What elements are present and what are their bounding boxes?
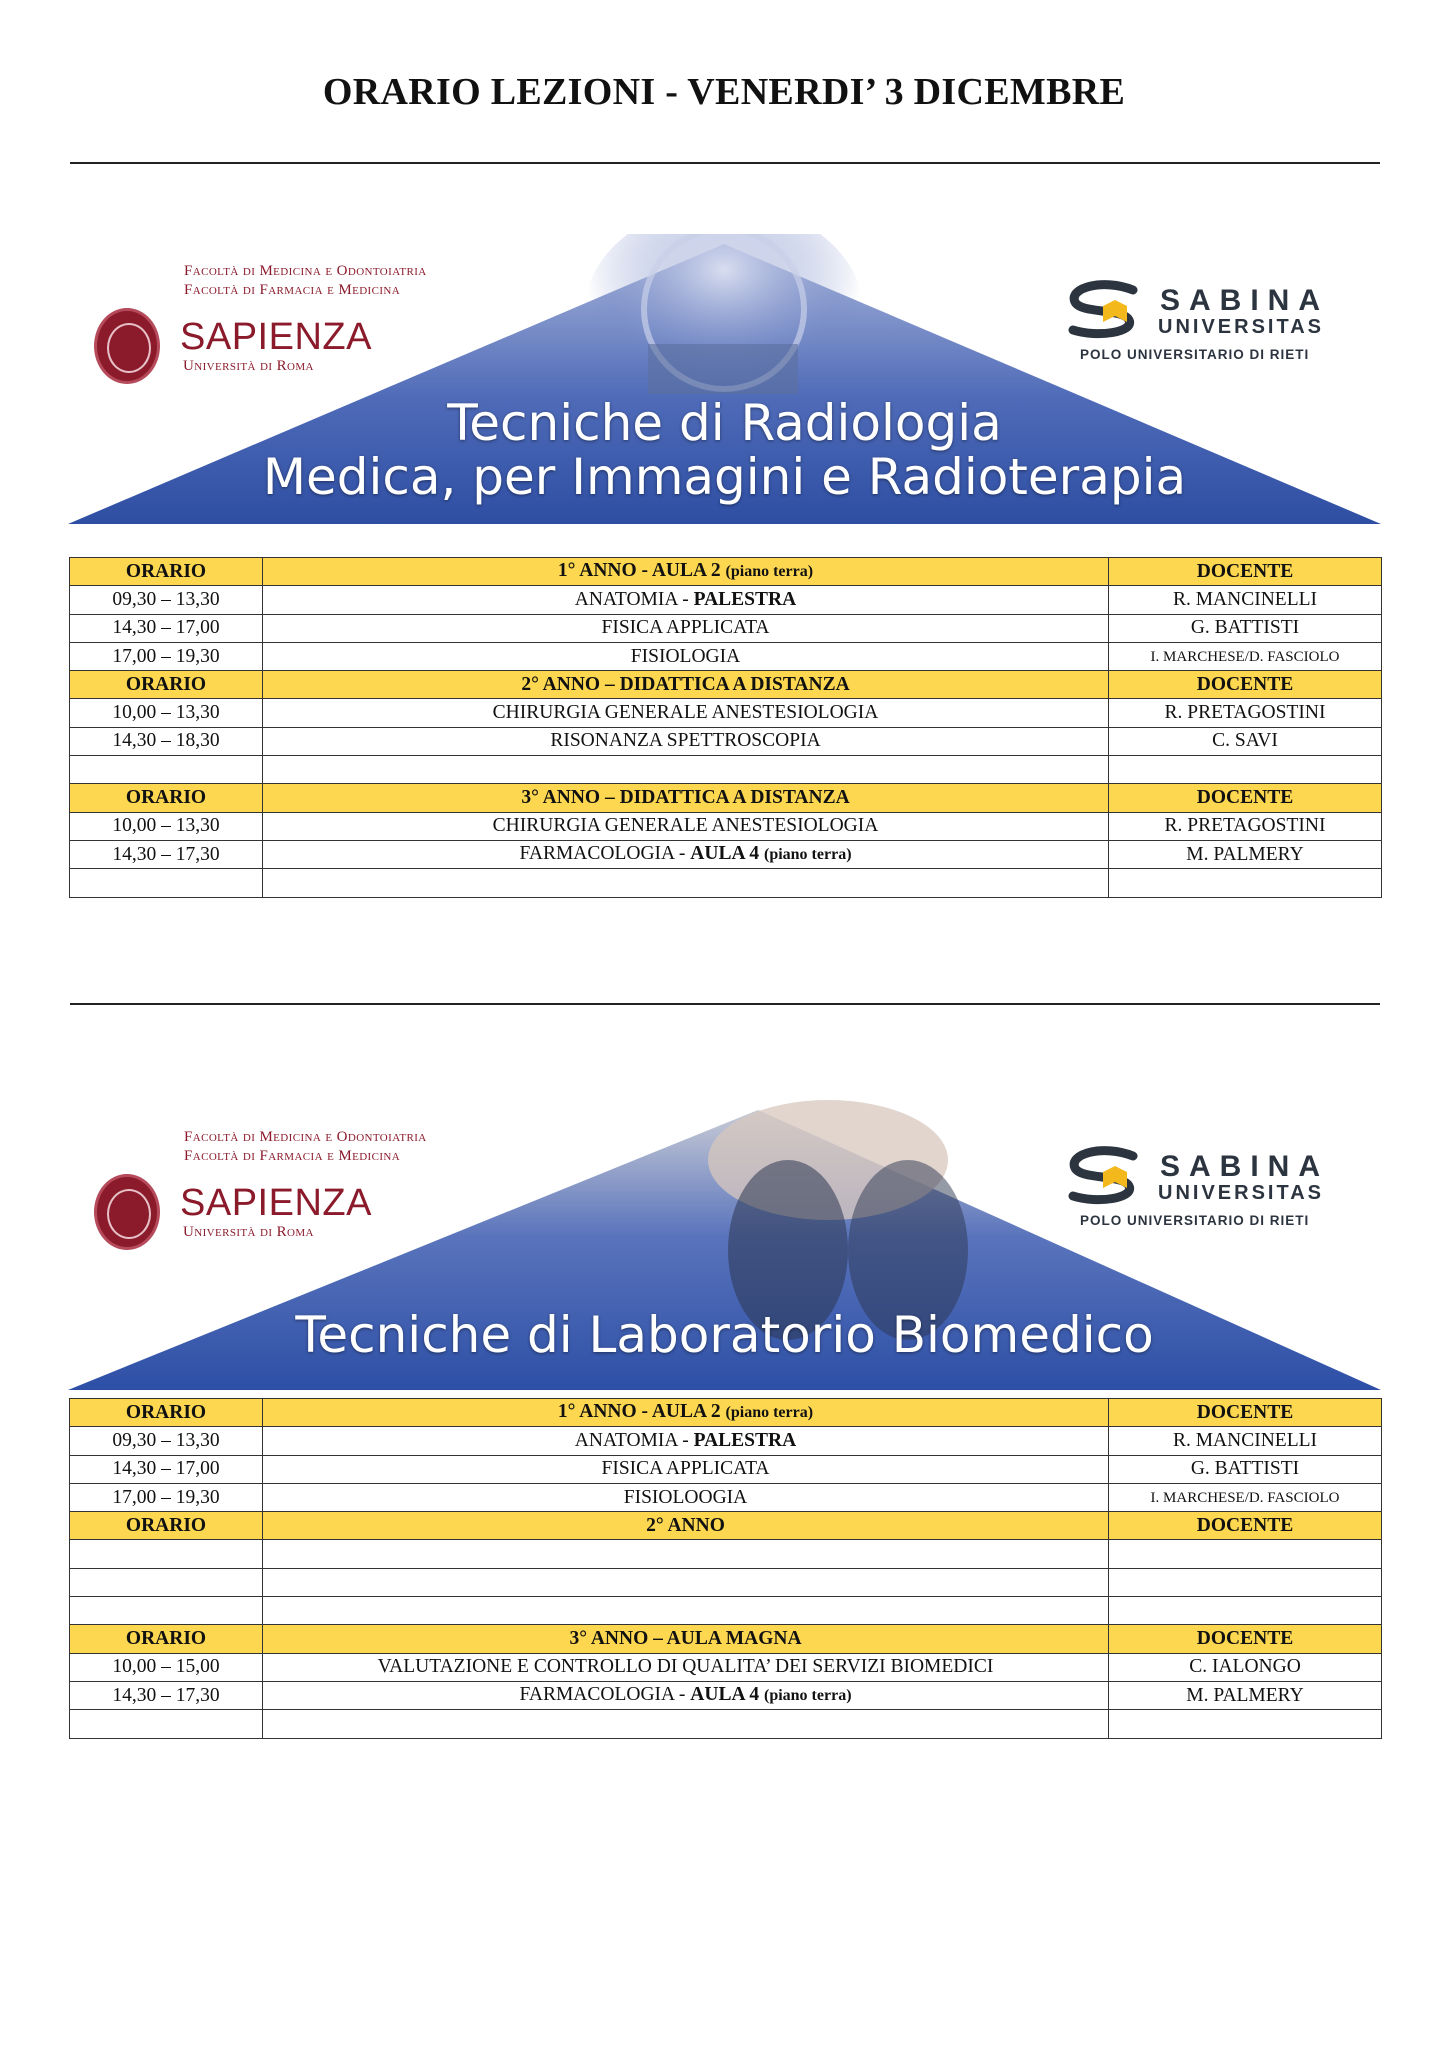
cell-time: ORARIO (70, 784, 263, 812)
cell-subject (263, 869, 1109, 897)
table-row (70, 1710, 1382, 1738)
subject-note: (piano terra) (763, 846, 852, 864)
cell-time: ORARIO (70, 1512, 263, 1540)
cell-time: 09,30 – 13,30 (70, 586, 263, 614)
sabina-logo-subtitle: UNIVERSITAS (1158, 1182, 1324, 1204)
subject-note: (piano terra) (725, 1404, 814, 1422)
cell-time: ORARIO (70, 558, 263, 586)
cell-time: 10,00 – 15,00 (70, 1653, 263, 1681)
cell-time: 09,30 – 13,30 (70, 1427, 263, 1455)
cell-teacher: DOCENTE (1109, 784, 1382, 812)
cell-teacher: C. SAVI (1109, 727, 1382, 755)
subject-room: AULA 4 (690, 1684, 760, 1706)
cell-teacher: DOCENTE (1109, 1399, 1382, 1427)
cell-subject (263, 1540, 1109, 1568)
table-row (70, 1540, 1382, 1568)
cell-time (70, 756, 263, 784)
cell-time: 17,00 – 19,30 (70, 1483, 263, 1511)
cell-subject (263, 1653, 1109, 1681)
sabina-logo-icon (1063, 1146, 1153, 1206)
sabina-logo-subtitle: UNIVERSITAS (1158, 316, 1324, 338)
table-row (70, 586, 1382, 614)
cell-time (70, 869, 263, 897)
table-header-row (70, 1399, 1382, 1427)
cell-time (70, 1540, 263, 1568)
subject-text: ANATOMIA - (574, 588, 694, 610)
subject-text: 3° ANNO – DIDATTICA A DISTANZA (521, 787, 850, 809)
cell-teacher (1109, 1540, 1382, 1568)
course-title-line-1: Tecniche di Radiologia (447, 394, 1002, 452)
cell-subject (263, 727, 1109, 755)
faculty-names (184, 262, 427, 300)
sabina-logo-polo: POLO UNIVERSITARIO DI RIETI (1080, 347, 1310, 362)
cell-teacher: R. PRETAGOSTINI (1109, 812, 1382, 840)
cell-time: ORARIO (70, 671, 263, 699)
subject-text: RISONANZA SPETTROSCOPIA (550, 730, 821, 752)
schedule-table-radiologia (69, 557, 1382, 898)
sapienza-logo-subtitle: Università di Roma (183, 358, 314, 374)
cell-teacher: R. MANCINELLI (1109, 586, 1382, 614)
table-header-row (70, 671, 1382, 699)
table-row (70, 812, 1382, 840)
schedule-table-laboratorio (69, 1398, 1382, 1739)
faculty-names (184, 1128, 427, 1166)
cell-subject (263, 558, 1109, 586)
cell-subject (263, 1681, 1109, 1709)
cell-time: ORARIO (70, 1399, 263, 1427)
course-title (68, 396, 1381, 504)
course-banner-laboratorio (68, 1100, 1381, 1390)
cell-teacher (1109, 1597, 1382, 1625)
table-row (70, 642, 1382, 670)
subject-text: CHIRURGIA GENERALE ANESTESIOLOGIA (492, 702, 879, 724)
cell-time: 14,30 – 17,30 (70, 840, 263, 868)
sapienza-seal-icon (94, 1174, 160, 1250)
cell-subject (263, 756, 1109, 784)
cell-subject (263, 812, 1109, 840)
cell-subject (263, 699, 1109, 727)
faculty-line-1: Facoltà di Medicina e Odontoiatria (184, 263, 427, 279)
cell-teacher: DOCENTE (1109, 671, 1382, 699)
cell-time: ORARIO (70, 1625, 263, 1653)
cell-subject (263, 614, 1109, 642)
divider (70, 162, 1380, 164)
faculty-line-2: Facoltà di Farmacia e Medicina (184, 282, 401, 298)
cell-subject (263, 1597, 1109, 1625)
cell-time: 14,30 – 17,00 (70, 614, 263, 642)
cell-subject (263, 1455, 1109, 1483)
subject-room: AULA 4 (690, 843, 760, 865)
cell-subject (263, 1512, 1109, 1540)
cell-subject (263, 1625, 1109, 1653)
table-row (70, 869, 1382, 897)
table-row (70, 1483, 1382, 1511)
cell-subject (263, 642, 1109, 670)
faculty-line-2: Facoltà di Farmacia e Medicina (184, 1148, 401, 1164)
cell-teacher: I. MARCHESE/D. FASCIOLO (1109, 1483, 1382, 1511)
cell-teacher: M. PALMERY (1109, 1681, 1382, 1709)
cell-teacher (1109, 1710, 1382, 1738)
table-row (70, 840, 1382, 868)
sabina-logo-icon (1063, 280, 1153, 340)
table-row (70, 756, 1382, 784)
cell-teacher (1109, 1568, 1382, 1596)
cell-time: 14,30 – 17,30 (70, 1681, 263, 1709)
sapienza-logo-subtitle: Università di Roma (183, 1224, 314, 1240)
subject-text: CHIRURGIA GENERALE ANESTESIOLOGIA (492, 815, 879, 837)
cell-subject (263, 1399, 1109, 1427)
table-row (70, 727, 1382, 755)
subject-note: (piano terra) (725, 563, 814, 581)
cell-time: 10,00 – 13,30 (70, 699, 263, 727)
subject-text: FARMACOLOGIA - (519, 1684, 691, 1706)
cell-teacher: DOCENTE (1109, 558, 1382, 586)
table-row (70, 1653, 1382, 1681)
sabina-logo-polo: POLO UNIVERSITARIO DI RIETI (1080, 1213, 1310, 1228)
subject-text: FISICA APPLICATA (601, 617, 770, 639)
table-row (70, 699, 1382, 727)
subject-text: FARMACOLOGIA - (519, 843, 691, 865)
cell-subject (263, 1427, 1109, 1455)
table-header-row (70, 1625, 1382, 1653)
table-row (70, 1597, 1382, 1625)
subject-room: PALESTRA (693, 588, 797, 610)
subject-text: FISIOLOOGIA (623, 1486, 748, 1508)
cell-teacher: DOCENTE (1109, 1625, 1382, 1653)
cell-subject (263, 840, 1109, 868)
subject-text: 2° ANNO (646, 1514, 725, 1536)
cell-teacher: R. PRETAGOSTINI (1109, 699, 1382, 727)
cell-time: 14,30 – 17,00 (70, 1455, 263, 1483)
cell-teacher (1109, 756, 1382, 784)
subject-room: PALESTRA (693, 1429, 797, 1451)
subject-text: 1° ANNO - AULA 2 (557, 560, 721, 582)
page-title: ORARIO LEZIONI - VENERDI’ 3 DICEMBRE (322, 71, 1126, 113)
subject-note: (piano terra) (763, 1687, 852, 1705)
cell-teacher: G. BATTISTI (1109, 614, 1382, 642)
subject-text: 2° ANNO – DIDATTICA A DISTANZA (521, 673, 850, 695)
table-header-row (70, 558, 1382, 586)
table-row (70, 1427, 1382, 1455)
subject-text: 3° ANNO – AULA MAGNA (569, 1628, 802, 1650)
sabina-logo-name: SABINA (1160, 284, 1330, 317)
cell-subject (263, 671, 1109, 699)
sapienza-seal-icon (94, 308, 160, 384)
cell-time (70, 1568, 263, 1596)
cell-teacher: R. MANCINELLI (1109, 1427, 1382, 1455)
table-row (70, 1568, 1382, 1596)
cell-time (70, 1597, 263, 1625)
course-title-line-1: Tecniche di Laboratorio Biomedico (295, 1306, 1154, 1364)
cell-subject (263, 1710, 1109, 1738)
subject-text: FISIOLOGIA (630, 645, 741, 667)
table-row (70, 1681, 1382, 1709)
cell-subject (263, 784, 1109, 812)
cell-time: 10,00 – 13,30 (70, 812, 263, 840)
subject-text: ANATOMIA - (574, 1429, 694, 1451)
cell-teacher: I. MARCHESE/D. FASCIOLO (1109, 642, 1382, 670)
cell-subject (263, 586, 1109, 614)
cell-subject (263, 1483, 1109, 1511)
cell-subject (263, 1568, 1109, 1596)
table-header-row (70, 1512, 1382, 1540)
table-header-row (70, 784, 1382, 812)
course-title-line-2: Medica, per Immagini e Radioterapia (262, 448, 1187, 506)
course-title (68, 1308, 1381, 1362)
subject-text: FISICA APPLICATA (601, 1458, 770, 1480)
cell-teacher (1109, 869, 1382, 897)
cell-teacher: M. PALMERY (1109, 840, 1382, 868)
cell-time: 14,30 – 18,30 (70, 727, 263, 755)
sabina-logo-name: SABINA (1160, 1150, 1330, 1183)
cell-time (70, 1710, 263, 1738)
divider (70, 1003, 1380, 1005)
cell-teacher: G. BATTISTI (1109, 1455, 1382, 1483)
cell-teacher: C. IALONGO (1109, 1653, 1382, 1681)
table-row (70, 614, 1382, 642)
course-banner-radiologia (68, 234, 1381, 524)
subject-text: 1° ANNO - AULA 2 (557, 1401, 721, 1423)
sapienza-logo-name: SAPIENZA (180, 1182, 372, 1224)
sapienza-logo-name: SAPIENZA (180, 316, 372, 358)
cell-teacher: DOCENTE (1109, 1512, 1382, 1540)
subject-text: VALUTAZIONE E CONTROLLO DI QUALITA’ DEI SERVIZI BIOMEDICI (377, 1656, 994, 1678)
faculty-line-1: Facoltà di Medicina e Odontoiatria (184, 1129, 427, 1145)
cell-time: 17,00 – 19,30 (70, 642, 263, 670)
table-row (70, 1455, 1382, 1483)
